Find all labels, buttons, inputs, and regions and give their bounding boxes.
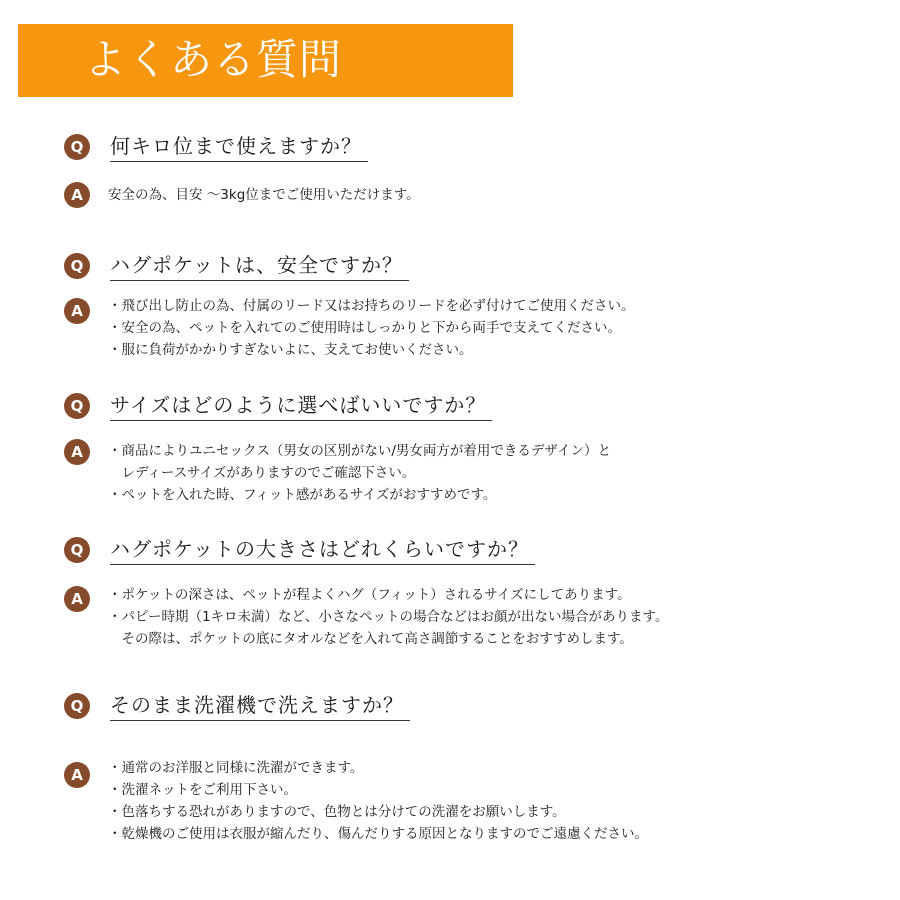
answer-list <box>108 440 611 506</box>
answer-line: ・安全の為、ペットを入れてのご使用時はしっかりと下から両手で支えてください。 <box>108 320 621 336</box>
q-badge-icon: Q <box>64 393 90 419</box>
page-title: よくある質問 <box>84 35 343 84</box>
a-badge-icon: A <box>64 586 90 612</box>
question-text: 何キロ位まで使えますか？ <box>110 133 368 162</box>
answer-list <box>108 295 635 361</box>
answer-list <box>108 757 648 845</box>
answer-line: レディースサイズがありますのでご確認下さい。 <box>108 465 416 481</box>
q-badge-icon: Q <box>64 134 90 160</box>
answer-line: ・パピー時期（1キロ未満）など、小さなペットの場合などはお顔が出ない場合があります。 <box>108 609 669 625</box>
q-badge-icon: Q <box>64 537 90 563</box>
answer-line: ・洗濯ネットをご利用下さい。 <box>108 782 297 798</box>
question-text: ハグポケットの大きさはどれくらいですか？ <box>110 536 535 565</box>
answer-list <box>108 584 668 650</box>
answer-line: ・飛び出し防止の為、付属のリード又はお持ちのリードを必ず付けてご使用ください。 <box>108 298 635 314</box>
a-badge-icon: A <box>64 182 90 208</box>
answer-line: ・色落ちする恐れがありますので、色物とは分けての洗濯をお願いします。 <box>108 804 566 820</box>
question-text: ハグポケットは、安全ですか？ <box>110 252 409 281</box>
a-badge-icon: A <box>64 439 90 465</box>
question-text: そのまま洗濯機で洗えますか？ <box>110 692 410 721</box>
answer-line: ・商品によりユニセックス（男女の区別がない/男女両方が着用できるデザイン）と <box>108 443 611 459</box>
a-badge-icon: A <box>64 762 90 788</box>
answer-list <box>108 184 420 206</box>
q-badge-icon: Q <box>64 693 90 719</box>
q-badge-icon: Q <box>64 253 90 279</box>
a-badge-icon: A <box>64 298 90 324</box>
answer-line: その際は、ポケットの底にタオルなどを入れて高さ調節することをおすすめします。 <box>108 631 633 647</box>
answer-line: ・通常のお洋服と同様に洗濯ができます。 <box>108 760 364 776</box>
answer-line: ・服に負荷がかかりすぎないよに、支えてお使いください。 <box>108 342 473 358</box>
answer-line: ・ポケットの深さは、ペットが程よくハグ（フィット）されるサイズにしてあります。 <box>108 587 631 603</box>
header-banner <box>18 24 513 97</box>
answer-line: 安全の為、目安 〜3kg位までご使用いただけます。 <box>108 187 420 203</box>
question-text: サイズはどのように選べばいいですか？ <box>110 392 492 421</box>
answer-line: ・ペットを入れた時、フィット感があるサイズがおすすめです。 <box>108 487 497 503</box>
answer-line: ・乾燥機のご使用は衣服が縮んだり、傷んだりする原因となりますのでご遠慮ください。 <box>108 826 648 842</box>
